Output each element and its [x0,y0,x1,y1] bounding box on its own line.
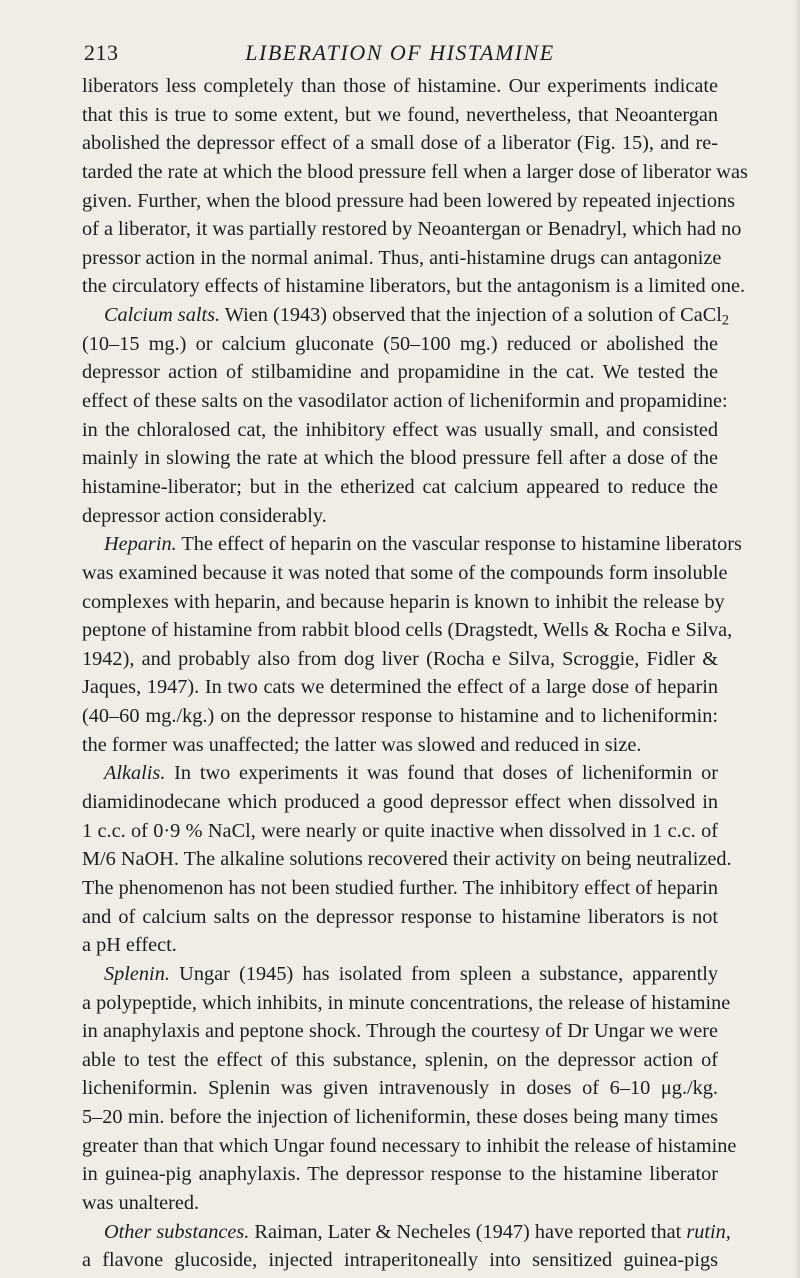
text-line [82,588,725,617]
line-text: diamidinodecane which produced a good depressor effect when dissolved in [82,791,718,814]
text-line [82,702,718,731]
section-heading: Heparin. [104,533,177,556]
text-line [82,1160,718,1189]
line-text: Raiman, Later & Necheles (1947) have reported that [249,1220,687,1243]
italic-term: rutin, [686,1220,731,1243]
line-text: abolished the depressor effect of a small dose of a liberator (Fig. 15), and re- [82,132,718,155]
section-heading: Calcium salts. [104,304,221,327]
text-line [82,759,718,788]
running-title: LIBERATION OF HISTAMINE [245,40,555,65]
text-line [82,187,736,216]
line-text: of a liberator, it was partially restored by Neoantergan or Benadryl, which had no [82,218,742,241]
line-text: in guinea-pig anaphylaxis. The depressor response to the histamine liberator [82,1163,718,1186]
line-text: in the chloralosed cat, the inhibitory effect was usually small, and consisted [82,418,718,441]
line-text: pressor action in the normal animal. Thus, anti-histamine drugs can antagonize [82,246,722,269]
line-text: a polypeptide, which inhibits, in minute concentrations, the release of histamine [82,991,731,1014]
line-text: depressor action of stilbamidine and propamidine in the cat. We tested the [82,361,718,384]
line-text: tarded the rate at which the blood pressure fell when a larger dose of liberator was [82,160,748,183]
text-line [82,530,742,559]
line-text: was unaltered. [82,1191,200,1214]
text-line [82,72,718,101]
text-line [82,444,718,473]
text-line [82,1074,718,1103]
line-text: was examined because it was noted that some of the compounds form insoluble [82,561,728,584]
line-text: 5–20 min. before the injection of licheniformin, these doses being many times [82,1106,718,1129]
section-heading: Alkalis. [104,762,166,785]
line-text: Ungar (1945) has isolated from spleen a substance, apparently [169,962,718,985]
text-line [82,1046,718,1075]
subscript: 2 [721,312,729,329]
text-line [82,1246,718,1275]
text-line [82,358,718,387]
line-text: given. Further, when the blood pressure had been lowered by repeated injections [82,189,736,212]
text-line [82,1189,718,1218]
text-line [82,903,718,932]
text-line [82,788,718,817]
text-line [82,989,731,1018]
text-line [82,1218,731,1247]
line-text: and of calcium salts on the depressor response to histamine liberators is not [82,905,718,928]
line-text: Jaques, 1947). In two cats we determined the effect of a large dose of heparin [82,676,718,699]
line-text: in anaphylaxis and peptone shock. Through the courtesy of Dr Ungar we were [82,1020,718,1043]
text-line [82,416,718,445]
text-line [82,1103,718,1132]
line-text: that this is true to some extent, but we found, nevertheless, that Neoantergan [82,103,718,126]
text-line [82,616,733,645]
line-text: licheniformin. Splenin was given intravenously in doses of 6–10 μg./kg. [82,1077,718,1100]
page-number: 213 [84,40,119,65]
section-heading: Other substances. [104,1220,250,1243]
text-line [82,215,742,244]
text-line [82,158,748,187]
section-heading: Splenin. [104,962,170,985]
text-line [82,502,718,531]
line-text: a pH effect. [82,934,177,957]
line-text: (10–15 mg.) or calcium gluconate (50–100 mg.) reduced or abolished the [82,332,718,355]
line-text: The effect of heparin on the vascular response to histamine liberators [176,533,742,556]
text-line [82,387,728,416]
text-line [82,473,718,502]
text-line [82,301,729,330]
text-line [82,817,718,846]
line-text: M/6 NaOH. The alkaline solutions recovered their activity on being neutralized. [82,848,732,871]
text-line [82,272,746,301]
line-text: greater than that which Ungar found necessary to inhibit the release of histamine [82,1134,737,1157]
text-line [82,960,718,989]
text-line [82,931,718,960]
line-text: effect of these salts on the vasodilator action of licheniformin and propamidine: [82,390,728,413]
text-line [82,101,718,130]
line-text: Wien (1943) observed that the injection of a solution of CaCl [220,304,722,327]
line-text: In two experiments it was found that doses of licheniformin or [165,762,718,785]
line-text: (40–60 mg./kg.) on the depressor response to histamine and to licheniformin: [82,705,718,728]
line-text: a flavone glucoside, injected intraperitoneally into sensitized guinea-pigs [82,1249,718,1272]
line-text: peptone of histamine from rabbit blood cells (Dragstedt, Wells & Rocha e Silva, [82,619,733,642]
text-line [82,129,718,158]
line-text: The phenomenon has not been studied further. The inhibitory effect of heparin [82,876,718,899]
text-line [82,330,718,359]
text-line [82,874,718,903]
line-text: histamine-liberator; but in the etherized cat calcium appeared to reduce the [82,475,718,498]
line-text: mainly in slowing the rate at which the blood pressure fell after a dose of the [82,447,718,470]
line-text: able to test the effect of this substance, splenin, on the depressor action of [82,1048,718,1071]
text-line [82,731,718,760]
line-text: 1 c.c. of 0·9 % NaCl, were nearly or quite inactive when dissolved in 1 c.c. of [82,819,718,842]
text-line [82,1017,718,1046]
line-text: the circulatory effects of histamine liberators, but the antagonism is a limited one. [82,275,746,298]
page-header [84,40,716,70]
text-line [82,559,728,588]
text-line [82,244,722,273]
scan-edge-shadow [794,0,800,1278]
line-text: the former was unaffected; the latter was slowed and reduced in size. [82,733,642,756]
line-text: liberators less completely than those of histamine. Our experiments indicate [82,75,718,97]
text-line [82,1132,737,1161]
line-text: 1942), and probably also from dog liver (Rocha e Silva, Scroggie, Fidler & [82,647,718,670]
line-text: complexes with heparin, and because heparin is known to inhibit the release by [82,590,725,613]
text-line [82,673,718,702]
text-line [82,645,718,674]
body-text [82,72,748,1275]
text-line [82,845,732,874]
line-text: depressor action considerably. [82,504,327,527]
